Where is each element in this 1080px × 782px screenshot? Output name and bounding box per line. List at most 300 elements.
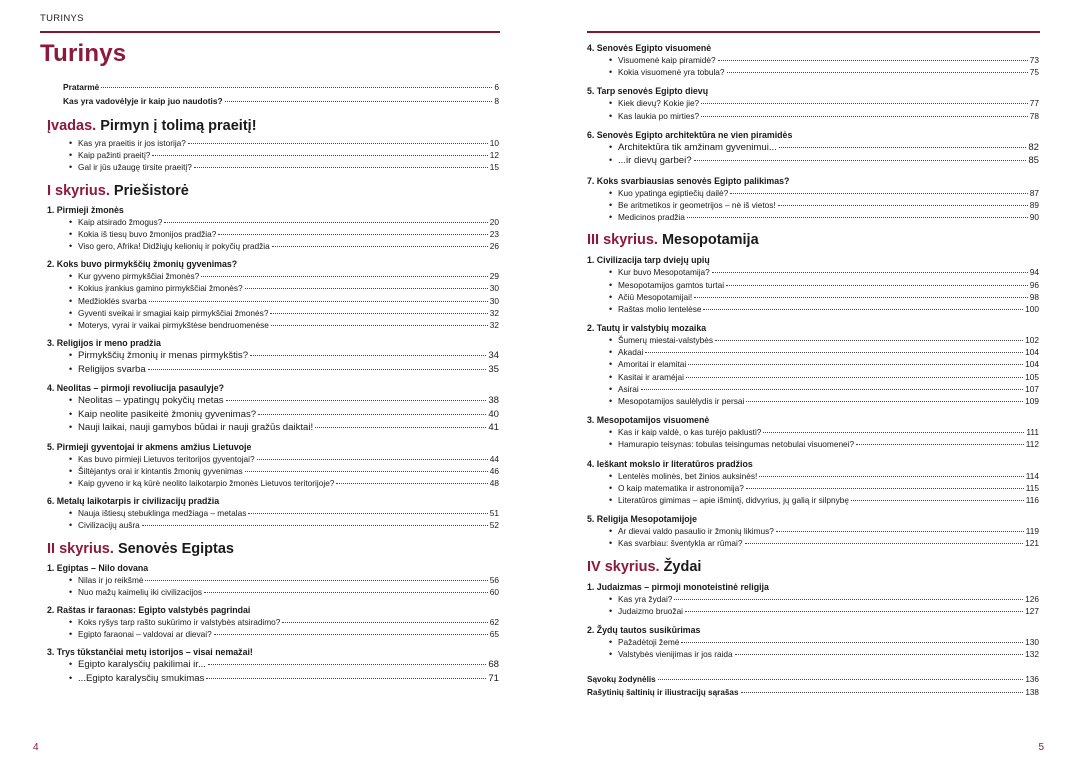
toc-entry[interactable] bbox=[47, 138, 499, 150]
bullet-icon: • bbox=[609, 605, 613, 616]
entry-page: 41 bbox=[488, 422, 499, 434]
dot-leader bbox=[727, 72, 1028, 73]
section-number: IV skyrius. bbox=[587, 558, 660, 575]
entry-label: Ar dievai valdo pasaulio ir žmonių likimus? bbox=[618, 526, 774, 537]
toc-entry[interactable] bbox=[47, 520, 499, 532]
bullet-icon: • bbox=[69, 659, 73, 670]
toc-entry[interactable] bbox=[47, 217, 499, 229]
entry-page: 20 bbox=[489, 216, 499, 227]
toc-entry[interactable] bbox=[587, 526, 1039, 538]
toc-entry[interactable] bbox=[587, 67, 1039, 79]
entry-page: 44 bbox=[489, 453, 499, 464]
bullet-icon: • bbox=[609, 279, 613, 290]
part3-section bbox=[587, 232, 1039, 550]
toc-entry[interactable] bbox=[47, 241, 499, 253]
entry-page: 105 bbox=[1025, 371, 1039, 382]
entry-page: 46 bbox=[489, 465, 499, 476]
toc-entry[interactable] bbox=[587, 347, 1039, 359]
entry-page: 127 bbox=[1025, 605, 1039, 616]
toc-entry[interactable] bbox=[47, 229, 499, 241]
entry-page: 51 bbox=[489, 508, 499, 519]
bullet-icon: • bbox=[609, 470, 613, 481]
bullet-icon: • bbox=[69, 295, 73, 306]
entry-page: 32 bbox=[489, 307, 499, 318]
dot-leader bbox=[201, 276, 487, 277]
chapter-heading: 4. Senovės Egipto visuomenė bbox=[587, 43, 712, 53]
entry-label: Moterys, vyrai ir vaikai pirmykštėse bendruomenėse bbox=[78, 319, 269, 330]
dot-leader bbox=[712, 272, 1028, 273]
front-matter bbox=[47, 82, 499, 110]
section-title: Mesopotamija bbox=[661, 232, 759, 249]
toc-entry[interactable] bbox=[47, 271, 499, 283]
back-matter-entry[interactable] bbox=[587, 688, 1039, 701]
toc-entry[interactable] bbox=[587, 427, 1039, 439]
entry-page: 23 bbox=[489, 228, 499, 239]
entry-page: 6 bbox=[494, 82, 499, 92]
bullet-icon: • bbox=[69, 672, 73, 683]
dot-leader bbox=[257, 459, 488, 460]
bullet-icon: • bbox=[609, 199, 613, 210]
entry-label: Kur gyveno pirmykščiai žmonės? bbox=[78, 271, 200, 282]
dot-leader bbox=[686, 377, 1023, 378]
toc-entry[interactable] bbox=[587, 372, 1039, 384]
entry-label: Viso gero, Afrika! Didžiųjų kelionių ir pokyčių pradžia bbox=[78, 240, 270, 251]
entry-label: Kas laukia po mirties? bbox=[618, 110, 700, 121]
dot-leader bbox=[226, 400, 487, 401]
toc-entry[interactable] bbox=[587, 55, 1039, 67]
entry-page: 126 bbox=[1025, 593, 1039, 604]
bullet-icon: • bbox=[69, 422, 73, 433]
entry-label: Visuomenė kaip piramidė? bbox=[618, 55, 716, 65]
toc-entry[interactable] bbox=[47, 162, 499, 174]
entry-page: 107 bbox=[1025, 383, 1039, 394]
dot-leader bbox=[735, 654, 1023, 655]
toc-entry[interactable] bbox=[47, 350, 499, 364]
bullet-icon: • bbox=[609, 303, 613, 314]
entry-label: Mesopotamijos saulėlydis ir persai bbox=[618, 396, 745, 406]
bullet-icon: • bbox=[69, 271, 73, 282]
header-rule-right bbox=[587, 31, 1040, 33]
chapter-heading: 6. Senovės Egipto architektūra ne vien piramidės bbox=[587, 129, 793, 140]
entry-label: Medicinos pradžia bbox=[618, 212, 685, 223]
bullet-icon: • bbox=[69, 363, 73, 374]
toc-entry[interactable] bbox=[587, 292, 1039, 304]
toc-entry[interactable] bbox=[587, 212, 1039, 224]
entry-label: Kasitai ir aramėjai bbox=[618, 371, 684, 382]
dot-leader bbox=[206, 678, 486, 679]
toc-entry[interactable] bbox=[47, 409, 499, 423]
chapter-heading: 5. Religija Mesopotamijoje bbox=[587, 514, 697, 525]
chapter-heading: 3. Mesopotamijos visuomenė bbox=[587, 415, 710, 426]
toc-entry[interactable] bbox=[587, 359, 1039, 371]
entry-label: Sąvokų žodynėlis bbox=[587, 675, 656, 685]
entry-label: Be aritmetikos ir geometrijos – nė iš vietos! bbox=[618, 199, 776, 210]
bullet-icon: • bbox=[69, 350, 73, 361]
entry-page: 100 bbox=[1025, 303, 1039, 314]
entry-label: Gyventi sveikai ir smagiai kaip pirmykščiai žmonės? bbox=[78, 307, 269, 318]
entry-page: 60 bbox=[489, 586, 499, 597]
toc-entry[interactable] bbox=[47, 422, 499, 436]
entry-label: ...Egipto karalysčių smukimas bbox=[78, 672, 205, 684]
entry-page: 75 bbox=[1029, 67, 1039, 78]
entry-label: Literatūros gimimas – apie išmintį, didvyrius, jų galią ir silpnybę bbox=[618, 494, 850, 505]
dot-leader bbox=[208, 664, 486, 665]
dot-leader bbox=[148, 369, 487, 370]
chapter-heading: 3. Religijos ir meno pradžia bbox=[47, 338, 161, 349]
entry-label: ...ir dievų garbei? bbox=[618, 155, 692, 167]
dot-leader bbox=[745, 543, 1024, 544]
entry-label: Gal ir jūs užaugę tirsite praeitį? bbox=[78, 162, 192, 173]
entry-page: 12 bbox=[489, 150, 499, 161]
bullet-icon: • bbox=[69, 307, 73, 318]
dot-leader bbox=[218, 234, 487, 235]
entry-page: 29 bbox=[489, 271, 499, 282]
dot-leader bbox=[145, 580, 487, 581]
toc-entry[interactable] bbox=[587, 396, 1039, 408]
front-matter-entry[interactable] bbox=[47, 96, 499, 110]
chapter-heading: 2. Tautų ir valstybių mozaika bbox=[587, 323, 707, 334]
entry-label: Valstybės vienijimas ir jos raida bbox=[618, 649, 733, 660]
dot-leader bbox=[726, 285, 1028, 286]
entry-label: Kokius įrankius gamino pirmykščiai žmonės? bbox=[78, 283, 243, 294]
bullet-icon: • bbox=[609, 494, 613, 505]
toc-entry[interactable] bbox=[587, 649, 1039, 661]
chapter-heading: 5. Pirmieji gyventojai ir akmens amžius Lietuvoje bbox=[47, 441, 252, 452]
toc-entry[interactable] bbox=[587, 304, 1039, 316]
dot-leader bbox=[674, 599, 1023, 600]
bullet-icon: • bbox=[69, 574, 73, 585]
toc-entry[interactable] bbox=[47, 308, 499, 320]
front-matter-entry[interactable] bbox=[47, 82, 499, 96]
entry-page: 112 bbox=[1025, 439, 1039, 450]
toc-entry[interactable] bbox=[47, 150, 499, 162]
toc-entry[interactable] bbox=[47, 508, 499, 520]
toc-entry[interactable] bbox=[587, 483, 1039, 495]
toc-entry[interactable] bbox=[587, 637, 1039, 649]
entry-label: Kaip neolite pasikeitė žmonių gyvenimas? bbox=[78, 408, 257, 420]
toc-entry[interactable] bbox=[587, 471, 1039, 483]
dot-leader bbox=[315, 427, 486, 428]
toc-entry[interactable] bbox=[47, 575, 499, 587]
dot-leader bbox=[271, 325, 488, 326]
entry-page: 34 bbox=[488, 350, 499, 362]
section-heading bbox=[47, 541, 499, 557]
chapter-heading: 4. Neolitas – pirmoji revoliucija pasaulyje? bbox=[47, 383, 224, 394]
entry-page: 30 bbox=[489, 283, 499, 294]
dot-leader bbox=[687, 217, 1028, 218]
dot-leader bbox=[701, 116, 1028, 117]
entry-page: 111 bbox=[1026, 427, 1039, 438]
entry-label: Pirmykščių žmonių ir menas pirmykštis? bbox=[78, 350, 249, 362]
entry-page: 15 bbox=[489, 162, 499, 173]
dot-leader bbox=[851, 500, 1024, 501]
entry-label: Kur buvo Mesopotamija? bbox=[618, 267, 710, 278]
dot-leader bbox=[152, 155, 487, 156]
toc-entry[interactable] bbox=[47, 673, 499, 687]
chapter-heading: 1. Civilizacija tarp dviejų upių bbox=[587, 255, 710, 266]
left-column bbox=[47, 82, 499, 686]
dot-leader bbox=[270, 313, 487, 314]
entry-label: Kokia visuomenė yra tobula? bbox=[618, 67, 725, 78]
entry-label: Kaip pažinti praeitį? bbox=[78, 150, 151, 161]
entry-page: 94 bbox=[1029, 267, 1039, 278]
toc-entry[interactable] bbox=[47, 617, 499, 629]
dot-leader bbox=[272, 246, 488, 247]
part1-section bbox=[47, 183, 499, 533]
bullet-icon: • bbox=[609, 526, 613, 537]
dot-leader bbox=[763, 432, 1024, 433]
header-rule bbox=[40, 31, 500, 33]
section-title: Pirmyn į tolimą praeitį! bbox=[100, 118, 257, 134]
entry-label: Nilas ir jo reikšmė bbox=[78, 574, 144, 585]
bullet-icon: • bbox=[69, 477, 73, 488]
dot-leader bbox=[730, 193, 1028, 194]
entry-page: 130 bbox=[1025, 636, 1039, 647]
toc-entry[interactable] bbox=[47, 659, 499, 673]
dot-leader bbox=[681, 642, 1023, 643]
entry-label: Akadai bbox=[618, 347, 644, 358]
entry-page: 119 bbox=[1025, 526, 1039, 537]
section-number: II skyrius. bbox=[47, 540, 114, 557]
dot-leader bbox=[694, 297, 1028, 298]
dot-leader bbox=[746, 401, 1023, 402]
entry-label: Pratarmė bbox=[63, 82, 100, 92]
entry-label: Kas yra vadovėlyje ir kaip juo naudotis? bbox=[63, 96, 223, 106]
page-number-right: 5 bbox=[1038, 742, 1044, 753]
running-head: TURINYS bbox=[40, 13, 84, 24]
entry-label: O kaip matematika ir astronomija? bbox=[618, 482, 744, 493]
entry-label: Religijos svarba bbox=[78, 363, 146, 375]
entry-label: Architektūra tik amžinam gyvenimui... bbox=[618, 141, 777, 153]
dot-leader bbox=[250, 355, 486, 356]
entry-label: Kokia iš tiesų buvo žmonijos pradžia? bbox=[78, 228, 217, 239]
entry-label: Egipto karalysčių pakilimai ir... bbox=[78, 659, 206, 671]
entry-label: Egipto faraonai – valdovai ar dievai? bbox=[78, 629, 212, 640]
chapter-heading: 4. Ieškant mokslo ir literatūros pradžios bbox=[587, 458, 753, 469]
entry-page: 136 bbox=[1025, 675, 1039, 685]
entry-page: 78 bbox=[1029, 110, 1039, 121]
entry-page: 77 bbox=[1029, 98, 1039, 109]
back-matter-entry[interactable] bbox=[587, 675, 1039, 688]
toc-entry[interactable] bbox=[587, 538, 1039, 550]
bullet-icon: • bbox=[69, 240, 73, 251]
toc-title: Turinys bbox=[40, 40, 127, 67]
entry-label: Koks ryšys tarp rašto sukūrimo ir valstybės atsiradimo? bbox=[78, 616, 281, 627]
dot-leader bbox=[694, 160, 1027, 161]
bullet-icon: • bbox=[609, 291, 613, 302]
bullet-icon: • bbox=[609, 439, 613, 450]
bullet-icon: • bbox=[69, 408, 73, 419]
entry-page: 115 bbox=[1025, 482, 1039, 493]
dot-leader bbox=[759, 476, 1023, 477]
entry-label: Kiek dievų? Kokie jie? bbox=[618, 98, 700, 109]
part4-section bbox=[587, 559, 1039, 662]
dot-leader bbox=[746, 488, 1024, 489]
toc-entry[interactable] bbox=[47, 364, 499, 378]
entry-page: 62 bbox=[489, 616, 499, 627]
bullet-icon: • bbox=[609, 482, 613, 493]
bullet-icon: • bbox=[609, 383, 613, 394]
entry-page: 132 bbox=[1025, 649, 1039, 660]
entry-label: Ačiū Mesopotamijai! bbox=[618, 291, 693, 302]
toc-entry[interactable] bbox=[587, 200, 1039, 212]
entry-page: 38 bbox=[488, 395, 499, 407]
toc-entry[interactable] bbox=[47, 320, 499, 332]
toc-entry[interactable] bbox=[587, 142, 1039, 156]
entry-page: 26 bbox=[489, 240, 499, 251]
bullet-icon: • bbox=[69, 508, 73, 519]
bullet-icon: • bbox=[69, 319, 73, 330]
section-title: Priešistorė bbox=[113, 182, 189, 199]
toc-entry[interactable] bbox=[587, 98, 1039, 110]
dot-leader bbox=[245, 471, 488, 472]
dot-leader bbox=[149, 301, 488, 302]
bullet-icon: • bbox=[69, 150, 73, 161]
toc-entry[interactable] bbox=[47, 395, 499, 409]
dot-leader bbox=[194, 167, 488, 168]
bullet-icon: • bbox=[69, 162, 73, 173]
part2-section bbox=[47, 541, 499, 687]
dot-leader bbox=[703, 309, 1023, 310]
toc-entry[interactable] bbox=[587, 335, 1039, 347]
dot-leader bbox=[142, 525, 488, 526]
chapter-heading: 1. Pirmieji žmonės bbox=[47, 204, 124, 215]
bullet-icon: • bbox=[69, 228, 73, 239]
entry-label: Kaip gyveno ir ką kūrė neolito laikotarpio žmonės Lietuvos teritorijoje? bbox=[78, 477, 335, 488]
toc-entry[interactable] bbox=[47, 466, 499, 478]
bullet-icon: • bbox=[609, 335, 613, 346]
entry-label: Nuo mažų kaimelių iki civilizacijos bbox=[78, 586, 203, 597]
toc-entry[interactable] bbox=[587, 439, 1039, 451]
entry-page: 48 bbox=[489, 477, 499, 488]
dot-leader bbox=[701, 103, 1028, 104]
entry-page: 98 bbox=[1029, 291, 1039, 302]
entry-label: Asirai bbox=[618, 383, 639, 394]
entry-page: 65 bbox=[489, 629, 499, 640]
bullet-icon: • bbox=[69, 586, 73, 597]
bullet-icon: • bbox=[609, 110, 613, 121]
toc-entry[interactable] bbox=[587, 495, 1039, 507]
chapter-heading: 6. Metalų laikotarpis ir civilizacijų pradžia bbox=[47, 496, 220, 507]
toc-entry[interactable] bbox=[47, 629, 499, 641]
dot-leader bbox=[248, 513, 487, 514]
section-number: III skyrius. bbox=[587, 232, 658, 249]
entry-label: Mesopotamijos gamtos turtai bbox=[618, 279, 725, 290]
bullet-icon: • bbox=[609, 593, 613, 604]
entry-label: Amoritai ir elamitai bbox=[618, 359, 687, 370]
toc-entry[interactable] bbox=[47, 283, 499, 295]
dot-leader bbox=[778, 205, 1028, 206]
entry-page: 73 bbox=[1029, 55, 1039, 65]
dot-leader bbox=[688, 364, 1023, 365]
entry-page: 87 bbox=[1029, 187, 1039, 198]
bullet-icon: • bbox=[69, 453, 73, 464]
entry-page: 30 bbox=[489, 295, 499, 306]
section-title: Senovės Egiptas bbox=[117, 540, 234, 557]
dot-leader bbox=[225, 101, 493, 102]
right-page bbox=[540, 0, 1080, 782]
toc-entry[interactable] bbox=[47, 478, 499, 490]
entry-label: Kas yra žydai? bbox=[618, 593, 673, 604]
entry-page: 85 bbox=[1028, 155, 1039, 167]
entry-page: 56 bbox=[489, 574, 499, 585]
toc-entry[interactable] bbox=[587, 188, 1039, 200]
bullet-icon: • bbox=[69, 216, 73, 227]
bullet-icon: • bbox=[69, 395, 73, 406]
entry-label: Šiltėjantys orai ir kintantis žmonių gyvenimas bbox=[78, 465, 243, 476]
bullet-icon: • bbox=[69, 520, 73, 531]
entry-label: Kas ir kaip valdė, o kas turėjo paklusti? bbox=[618, 427, 762, 438]
entry-page: 71 bbox=[488, 672, 499, 684]
entry-page: 90 bbox=[1029, 212, 1039, 223]
bullet-icon: • bbox=[609, 636, 613, 647]
bullet-icon: • bbox=[69, 629, 73, 640]
section-heading bbox=[587, 559, 1039, 575]
entry-page: 114 bbox=[1025, 470, 1039, 481]
dot-leader bbox=[204, 592, 488, 593]
toc-entry[interactable] bbox=[587, 155, 1039, 169]
section-title: Žydai bbox=[663, 558, 702, 575]
chapter-heading: 2. Raštas ir faraonas: Egipto valstybės pagrindai bbox=[47, 604, 251, 615]
entry-page: 109 bbox=[1025, 396, 1039, 406]
toc-entry[interactable] bbox=[587, 594, 1039, 606]
toc-entry[interactable] bbox=[47, 454, 499, 466]
dot-leader bbox=[718, 60, 1028, 61]
section-number: Įvadas. bbox=[47, 118, 97, 134]
entry-label: Nauja ištiesų stebuklinga medžiaga – metalas bbox=[78, 508, 247, 519]
dot-leader bbox=[658, 679, 1024, 680]
chapter-heading: 7. Koks svarbiausias senovės Egipto palikimas? bbox=[587, 175, 790, 186]
bullet-icon: • bbox=[609, 141, 613, 152]
entry-page: 35 bbox=[488, 363, 499, 375]
part2-continued bbox=[587, 43, 1039, 224]
toc-entry[interactable] bbox=[47, 587, 499, 599]
toc-entry[interactable] bbox=[587, 606, 1039, 618]
entry-label: Šumerų miestai-valstybės bbox=[618, 335, 713, 346]
entry-label: Kas svarbiau: šventykla ar rūmai? bbox=[618, 538, 743, 549]
entry-label: Kas yra praeitis ir jos istorija? bbox=[78, 138, 186, 148]
section-heading bbox=[47, 118, 499, 134]
toc-entry[interactable] bbox=[47, 296, 499, 308]
bullet-icon: • bbox=[609, 427, 613, 438]
entry-page: 40 bbox=[488, 408, 499, 420]
toc-entry[interactable] bbox=[587, 280, 1039, 292]
dot-leader bbox=[336, 483, 487, 484]
bullet-icon: • bbox=[609, 359, 613, 370]
entry-label: Kaip atsirado žmogus? bbox=[78, 216, 163, 227]
entry-page: 10 bbox=[489, 138, 499, 148]
bullet-icon: • bbox=[609, 98, 613, 109]
bullet-icon: • bbox=[609, 212, 613, 223]
entry-page: 104 bbox=[1025, 347, 1039, 358]
entry-label: Kuo ypatinga egiptiečių dailė? bbox=[618, 187, 729, 198]
dot-leader bbox=[776, 531, 1024, 532]
toc-entry[interactable] bbox=[587, 267, 1039, 279]
dot-leader bbox=[164, 222, 487, 223]
dot-leader bbox=[645, 352, 1023, 353]
entry-label: Hamurapio teisynas: tobulas teisingumas netobulai visuomenei? bbox=[618, 439, 855, 450]
dot-leader bbox=[715, 340, 1023, 341]
entry-page: 96 bbox=[1029, 279, 1039, 290]
entry-page: 116 bbox=[1025, 494, 1039, 505]
bullet-icon: • bbox=[609, 67, 613, 78]
section-heading bbox=[587, 232, 1039, 248]
entry-page: 82 bbox=[1028, 141, 1039, 153]
toc-entry[interactable] bbox=[587, 384, 1039, 396]
bullet-icon: • bbox=[609, 187, 613, 198]
toc-entry[interactable] bbox=[587, 111, 1039, 123]
entry-page: 52 bbox=[489, 520, 499, 531]
